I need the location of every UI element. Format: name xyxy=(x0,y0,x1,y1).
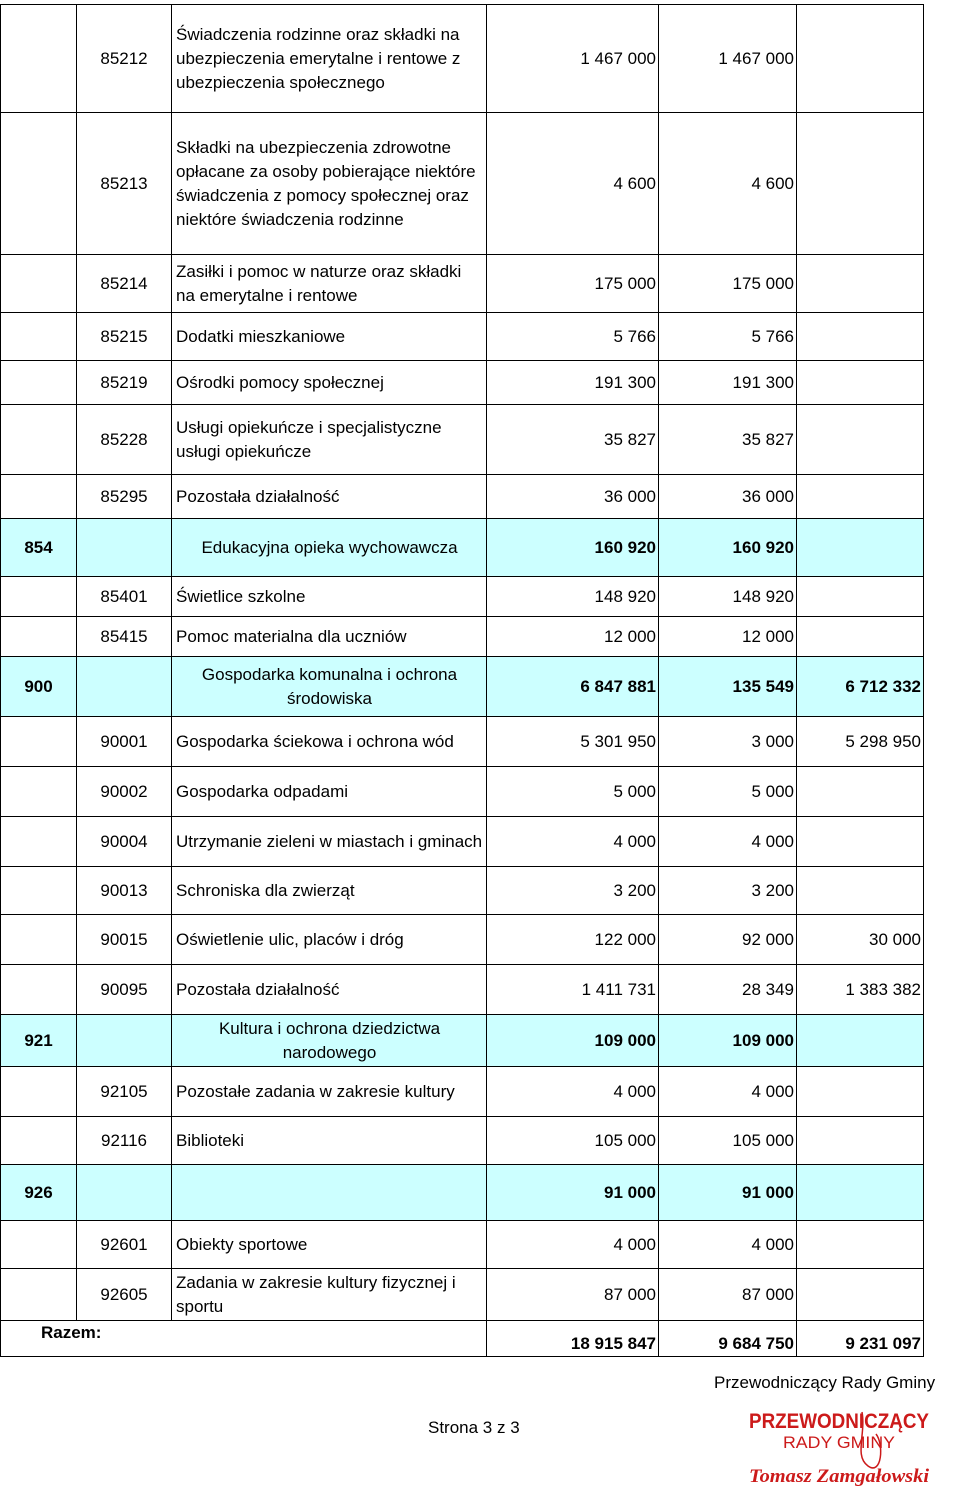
subsection-code: 90013 xyxy=(77,867,172,915)
table-row xyxy=(1,817,924,867)
amount-property xyxy=(797,1117,924,1165)
subsection-code: 90002 xyxy=(77,767,172,817)
amount-current: 87 000 xyxy=(659,1269,797,1321)
amount-plan: 148 920 xyxy=(487,577,659,617)
table-row xyxy=(1,767,924,817)
amount-current: 105 000 xyxy=(659,1117,797,1165)
amount-property xyxy=(797,767,924,817)
subsection-code: 92601 xyxy=(77,1221,172,1269)
section-code xyxy=(1,1221,77,1269)
amount-current: 35 827 xyxy=(659,405,797,475)
section-code xyxy=(1,717,77,767)
item-name: Biblioteki xyxy=(172,1117,487,1165)
item-name: Ośrodki pomocy społecznej xyxy=(172,361,487,405)
subsection-code: 90001 xyxy=(77,717,172,767)
table-row xyxy=(1,1067,924,1117)
section-code xyxy=(1,867,77,915)
budget-table xyxy=(0,4,924,1357)
table-row xyxy=(1,965,924,1015)
amount-current: 4 600 xyxy=(659,113,797,255)
amount-plan: 4 000 xyxy=(487,1067,659,1117)
amount-plan: 122 000 xyxy=(487,915,659,965)
item-name: Oświetlenie ulic, placów i dróg xyxy=(172,915,487,965)
total-label: Razem: xyxy=(1,1321,487,1357)
table-row xyxy=(1,1269,924,1321)
amount-current: 5 766 xyxy=(659,313,797,361)
amount-plan: 191 300 xyxy=(487,361,659,405)
amount-plan: 6 847 881 xyxy=(487,657,659,717)
section-row xyxy=(1,657,924,717)
section-code xyxy=(1,617,77,657)
table-row xyxy=(1,1117,924,1165)
section-code xyxy=(1,1269,77,1321)
amount-plan: 87 000 xyxy=(487,1269,659,1321)
subsection-code: 85212 xyxy=(77,5,172,113)
amount-property xyxy=(797,255,924,313)
amount-property xyxy=(797,5,924,113)
total-property: 9 231 097 xyxy=(797,1321,924,1357)
item-name: Gospodarka odpadami xyxy=(172,767,487,817)
item-name: Świetlice szkolne xyxy=(172,577,487,617)
section-code xyxy=(1,817,77,867)
amount-current: 148 920 xyxy=(659,577,797,617)
amount-plan: 5 301 950 xyxy=(487,717,659,767)
amount-current: 175 000 xyxy=(659,255,797,313)
table-row xyxy=(1,1221,924,1269)
table-row xyxy=(1,113,924,255)
subsection-code: 85228 xyxy=(77,405,172,475)
amount-property xyxy=(797,867,924,915)
section-code xyxy=(1,767,77,817)
table-row xyxy=(1,5,924,113)
amount-property xyxy=(797,405,924,475)
amount-current: 4 000 xyxy=(659,1221,797,1269)
section-code: 926 xyxy=(1,1165,77,1221)
item-name: Obiekty sportowe xyxy=(172,1221,487,1269)
amount-plan: 4 600 xyxy=(487,113,659,255)
amount-property xyxy=(797,1221,924,1269)
section-code: 900 xyxy=(1,657,77,717)
amount-property xyxy=(797,617,924,657)
section-code xyxy=(1,965,77,1015)
amount-current: 109 000 xyxy=(659,1015,797,1067)
subsection-code xyxy=(77,519,172,577)
item-name: Schroniska dla zwierząt xyxy=(172,867,487,915)
amount-plan: 12 000 xyxy=(487,617,659,657)
amount-property xyxy=(797,1269,924,1321)
amount-plan: 1 467 000 xyxy=(487,5,659,113)
amount-plan: 5 000 xyxy=(487,767,659,817)
amount-plan: 1 411 731 xyxy=(487,965,659,1015)
table-row xyxy=(1,255,924,313)
item-name: Składki na ubezpieczenia zdrowotne opłacane za osoby pobierające niektóre świadczenia z pomocy społecznej oraz niektóre świadczenia rodzinne xyxy=(172,113,487,255)
section-code xyxy=(1,475,77,519)
subsection-code: 85214 xyxy=(77,255,172,313)
subsection-code xyxy=(77,1165,172,1221)
item-name: Dodatki mieszkaniowe xyxy=(172,313,487,361)
table-row xyxy=(1,313,924,361)
stamp-line-2: RADY GMINY xyxy=(783,1433,895,1452)
subsection-code: 92105 xyxy=(77,1067,172,1117)
total-row xyxy=(1,1321,924,1357)
amount-current: 4 000 xyxy=(659,1067,797,1117)
item-name: Zadania w zakresie kultury fizycznej i sportu xyxy=(172,1269,487,1321)
item-name: Pozostałe zadania w zakresie kultury xyxy=(172,1067,487,1117)
subsection-code: 90015 xyxy=(77,915,172,965)
total-plan: 18 915 847 xyxy=(487,1321,659,1357)
section-code xyxy=(1,577,77,617)
section-code xyxy=(1,255,77,313)
section-code xyxy=(1,313,77,361)
amount-plan: 105 000 xyxy=(487,1117,659,1165)
section-row xyxy=(1,1165,924,1221)
amount-property xyxy=(797,1015,924,1067)
total-current: 9 684 750 xyxy=(659,1321,797,1357)
amount-property: 1 383 382 xyxy=(797,965,924,1015)
subsection-code: 90004 xyxy=(77,817,172,867)
table-row xyxy=(1,717,924,767)
amount-property: 30 000 xyxy=(797,915,924,965)
amount-property xyxy=(797,475,924,519)
amount-plan: 35 827 xyxy=(487,405,659,475)
item-name: Utrzymanie zieleni w miastach i gminach xyxy=(172,817,487,867)
amount-plan: 5 766 xyxy=(487,313,659,361)
amount-property xyxy=(797,817,924,867)
amount-plan: 109 000 xyxy=(487,1015,659,1067)
amount-current: 191 300 xyxy=(659,361,797,405)
table-row xyxy=(1,577,924,617)
amount-current: 3 200 xyxy=(659,867,797,915)
amount-property: 6 712 332 xyxy=(797,657,924,717)
amount-plan: 91 000 xyxy=(487,1165,659,1221)
amount-property xyxy=(797,361,924,405)
item-name: Edukacyjna opieka wychowawcza xyxy=(172,519,487,577)
section-code xyxy=(1,113,77,255)
table-row xyxy=(1,867,924,915)
subsection-code xyxy=(77,1015,172,1067)
item-name: Świadczenia rodzinne oraz składki na ubezpieczenia emerytalne i rentowe z ubezpieczenia społecznego xyxy=(172,5,487,113)
amount-plan: 3 200 xyxy=(487,867,659,915)
subsection-code xyxy=(77,657,172,717)
amount-property: 5 298 950 xyxy=(797,717,924,767)
amount-plan: 4 000 xyxy=(487,817,659,867)
page-number: Strona 3 z 3 xyxy=(428,1418,520,1437)
amount-current: 92 000 xyxy=(659,915,797,965)
subsection-code: 92116 xyxy=(77,1117,172,1165)
amount-property xyxy=(797,519,924,577)
section-code: 921 xyxy=(1,1015,77,1067)
section-code xyxy=(1,405,77,475)
table-row xyxy=(1,475,924,519)
item-name: Usługi opiekuńcze i specjalistyczne usługi opiekuńcze xyxy=(172,405,487,475)
stamp-signature: Tomasz Zamgałowski xyxy=(749,1466,930,1487)
table-row xyxy=(1,617,924,657)
item-name: Pozostała działalność xyxy=(172,965,487,1015)
subsection-code: 92605 xyxy=(77,1269,172,1321)
section-code xyxy=(1,5,77,113)
amount-current: 5 000 xyxy=(659,767,797,817)
item-name: Gospodarka ściekowa i ochrona wód xyxy=(172,717,487,767)
section-code xyxy=(1,1067,77,1117)
section-row xyxy=(1,1015,924,1067)
amount-property xyxy=(797,1165,924,1221)
item-name: Zasiłki i pomoc w naturze oraz składki na emerytalne i rentowe xyxy=(172,255,487,313)
table-body xyxy=(1,5,924,1357)
subsection-code: 85215 xyxy=(77,313,172,361)
item-name: Kultura i ochrona dziedzictwa narodowego xyxy=(172,1015,487,1067)
item-name: Gospodarka komunalna i ochrona środowiska xyxy=(172,657,487,717)
amount-plan: 36 000 xyxy=(487,475,659,519)
amount-current: 160 920 xyxy=(659,519,797,577)
amount-property xyxy=(797,313,924,361)
amount-current: 12 000 xyxy=(659,617,797,657)
item-name: Pozostała działalność xyxy=(172,475,487,519)
stamp-line-1: PRZEWODNICZĄCY xyxy=(749,1410,929,1433)
subsection-code: 85219 xyxy=(77,361,172,405)
section-code xyxy=(1,915,77,965)
section-code: 854 xyxy=(1,519,77,577)
subsection-code: 85213 xyxy=(77,113,172,255)
subsection-code: 85295 xyxy=(77,475,172,519)
amount-property xyxy=(797,113,924,255)
subsection-code: 85415 xyxy=(77,617,172,657)
amount-current: 91 000 xyxy=(659,1165,797,1221)
amount-property xyxy=(797,1067,924,1117)
subsection-code: 90095 xyxy=(77,965,172,1015)
amount-current: 28 349 xyxy=(659,965,797,1015)
item-name: Pomoc materialna dla uczniów xyxy=(172,617,487,657)
council-chairman-stamp xyxy=(744,1404,934,1494)
table-row xyxy=(1,405,924,475)
amount-property xyxy=(797,577,924,617)
subsection-code: 85401 xyxy=(77,577,172,617)
section-row xyxy=(1,519,924,577)
amount-current: 1 467 000 xyxy=(659,5,797,113)
amount-current: 3 000 xyxy=(659,717,797,767)
table-row xyxy=(1,915,924,965)
section-code xyxy=(1,361,77,405)
amount-plan: 175 000 xyxy=(487,255,659,313)
amount-current: 36 000 xyxy=(659,475,797,519)
amount-current: 135 549 xyxy=(659,657,797,717)
table-row xyxy=(1,361,924,405)
amount-plan: 160 920 xyxy=(487,519,659,577)
amount-current: 4 000 xyxy=(659,817,797,867)
signature-title: Przewodniczący Rady Gminy xyxy=(714,1373,936,1392)
item-name xyxy=(172,1165,487,1221)
section-code xyxy=(1,1117,77,1165)
amount-plan: 4 000 xyxy=(487,1221,659,1269)
